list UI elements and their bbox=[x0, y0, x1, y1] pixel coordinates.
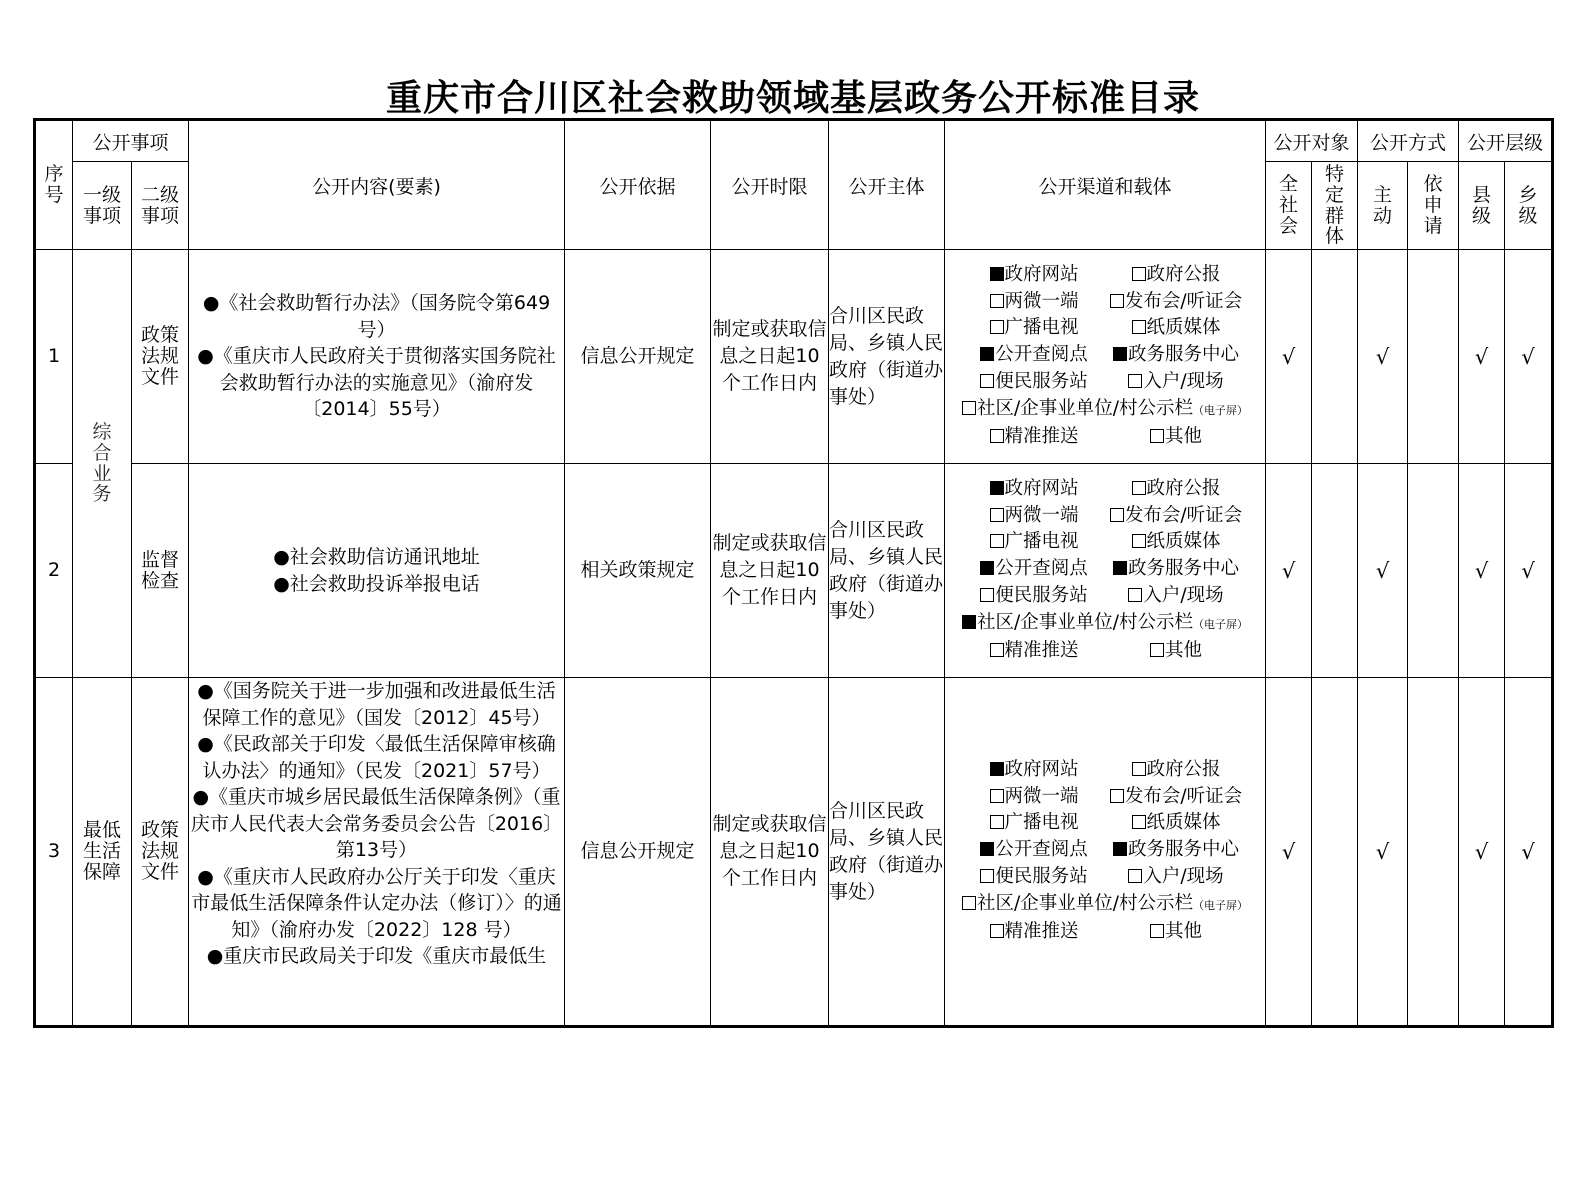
row-basis: 相关政策规定 bbox=[565, 464, 711, 678]
unchecked-box-icon bbox=[1132, 320, 1146, 334]
check-target-specific bbox=[1312, 250, 1358, 464]
channel-option bbox=[963, 864, 1105, 891]
row-time-limit: 制定或获取信息之日起10个工作日内 bbox=[711, 250, 829, 464]
content-item: ●《社会救助暂行办法》（国务院令第649号） bbox=[202, 292, 551, 341]
row-level1 bbox=[73, 678, 132, 1027]
channel-label: 入户/现场 bbox=[1143, 370, 1224, 392]
row-level2-label: 政策法规文件 bbox=[140, 324, 179, 388]
channel-label: 政务服务中心 bbox=[1128, 839, 1240, 861]
channel-label: 两微一端 bbox=[1004, 785, 1079, 807]
content-item: ●社会救助投诉举报电话 bbox=[273, 572, 480, 595]
check-method-active: √ bbox=[1358, 250, 1408, 464]
channel-label: 政府公报 bbox=[1146, 758, 1221, 780]
row-subject: 合川区民政局、乡镇人民政府（街道办事处） bbox=[829, 464, 945, 678]
row-seq: 3 bbox=[35, 678, 73, 1027]
header-content: 公开内容(要素) bbox=[189, 120, 565, 250]
row-seq: 2 bbox=[35, 464, 73, 678]
header-target-all bbox=[1266, 162, 1312, 250]
unchecked-box-icon bbox=[1110, 508, 1124, 522]
channel-option bbox=[963, 837, 1105, 864]
header-level-county bbox=[1459, 162, 1505, 250]
channel-option bbox=[963, 315, 1105, 342]
channel-option bbox=[963, 342, 1105, 369]
row-content bbox=[189, 678, 565, 1027]
unchecked-box-icon bbox=[990, 924, 1004, 938]
unchecked-box-icon bbox=[980, 374, 994, 388]
channel-option bbox=[963, 262, 1105, 289]
channel-option bbox=[963, 369, 1105, 396]
unchecked-box-icon bbox=[1132, 815, 1146, 829]
checked-box-icon bbox=[1113, 842, 1127, 856]
unchecked-box-icon bbox=[1132, 534, 1146, 548]
row-channels bbox=[945, 678, 1266, 1027]
header-items-group: 公开事项 bbox=[73, 120, 189, 162]
unchecked-box-icon bbox=[962, 401, 976, 415]
channel-note: （电子屏） bbox=[1193, 617, 1248, 631]
content-item: ●重庆市民政局关于印发《重庆市最低生 bbox=[206, 945, 547, 967]
channel-label: 社区/企事业单位/村公示栏 bbox=[977, 611, 1193, 633]
channel-label: 其他 bbox=[1165, 921, 1203, 943]
header-basis: 公开依据 bbox=[565, 120, 711, 250]
channel-label: 政府网站 bbox=[1004, 758, 1079, 780]
unchecked-box-icon bbox=[1128, 869, 1142, 883]
row-level2 bbox=[132, 464, 189, 678]
channel-option bbox=[963, 784, 1105, 811]
channel-option bbox=[1105, 638, 1247, 665]
header-level-town bbox=[1505, 162, 1553, 250]
row-channels bbox=[945, 464, 1266, 678]
page-title: 重庆市合川区社会救助领域基层政务公开标准目录 bbox=[385, 78, 1200, 119]
unchecked-box-icon bbox=[1132, 481, 1146, 495]
row-content bbox=[189, 464, 565, 678]
unchecked-box-icon bbox=[1150, 924, 1164, 938]
check-method-active: √ bbox=[1358, 678, 1408, 1027]
channel-label: 其他 bbox=[1165, 426, 1203, 448]
check-target-specific bbox=[1312, 678, 1358, 1027]
header-level-county-label: 县级 bbox=[1472, 183, 1492, 227]
channel-option bbox=[1105, 837, 1247, 864]
header-level2 bbox=[132, 162, 189, 250]
unchecked-box-icon bbox=[1132, 267, 1146, 281]
check-level-county: √ bbox=[1459, 678, 1505, 1027]
channel-option bbox=[1105, 262, 1247, 289]
unchecked-box-icon bbox=[1150, 643, 1164, 657]
channel-option bbox=[963, 638, 1105, 665]
unchecked-box-icon bbox=[990, 508, 1004, 522]
table-row bbox=[35, 678, 1553, 1027]
row-level2-label: 监督检查 bbox=[140, 548, 179, 592]
unchecked-box-icon bbox=[1110, 294, 1124, 308]
catalog-table bbox=[33, 118, 1554, 1028]
check-target-all: √ bbox=[1266, 678, 1312, 1027]
channel-option bbox=[1105, 342, 1247, 369]
channel-option bbox=[1105, 556, 1247, 583]
check-method-request bbox=[1408, 464, 1459, 678]
channel-label: 其他 bbox=[1165, 640, 1203, 662]
row-level2 bbox=[132, 250, 189, 464]
channel-label: 纸质媒体 bbox=[1146, 812, 1221, 834]
channel-option bbox=[1105, 810, 1247, 837]
check-target-all: √ bbox=[1266, 250, 1312, 464]
channel-option bbox=[963, 289, 1105, 316]
row-subject: 合川区民政局、乡镇人民政府（街道办事处） bbox=[829, 678, 945, 1027]
header-time-limit: 公开时限 bbox=[711, 120, 829, 250]
unchecked-box-icon bbox=[962, 896, 976, 910]
channel-label: 精准推送 bbox=[1004, 921, 1079, 943]
channel-label: 精准推送 bbox=[1004, 426, 1079, 448]
channel-label: 广播电视 bbox=[1004, 317, 1079, 339]
channel-label: 政府公报 bbox=[1146, 477, 1221, 499]
channel-note: （电子屏） bbox=[1193, 403, 1248, 417]
checked-box-icon bbox=[1113, 347, 1127, 361]
checked-box-icon bbox=[1113, 561, 1127, 575]
channel-label: 入户/现场 bbox=[1143, 584, 1224, 606]
row-level1 bbox=[73, 250, 132, 678]
check-target-all: √ bbox=[1266, 464, 1312, 678]
channel-label: 发布会/听证会 bbox=[1124, 290, 1243, 312]
channel-option bbox=[1105, 529, 1247, 556]
unchecked-box-icon bbox=[990, 815, 1004, 829]
content-item: ●《民政部关于印发〈最低生活保障审核确认办法〉的通知》（民发〔2021〕57号） bbox=[197, 733, 556, 782]
channel-label: 两微一端 bbox=[1004, 290, 1079, 312]
row-content bbox=[189, 250, 565, 464]
row-level2 bbox=[132, 678, 189, 1027]
header-target-group: 公开对象 bbox=[1266, 120, 1358, 162]
channel-option bbox=[1105, 919, 1247, 946]
unchecked-box-icon bbox=[990, 534, 1004, 548]
channel-option bbox=[1105, 424, 1247, 451]
channel-option bbox=[963, 476, 1105, 503]
unchecked-box-icon bbox=[1128, 374, 1142, 388]
header-method-active bbox=[1358, 162, 1408, 250]
header-method-active-label: 主动 bbox=[1373, 183, 1393, 227]
check-method-request bbox=[1408, 678, 1459, 1027]
row-time-limit: 制定或获取信息之日起10个工作日内 bbox=[711, 464, 829, 678]
channel-label: 便民服务站 bbox=[995, 865, 1088, 887]
header-level1-label: 一级事项 bbox=[82, 183, 121, 227]
channel-label: 社区/企事业单位/村公示栏 bbox=[977, 892, 1193, 914]
check-target-specific bbox=[1312, 464, 1358, 678]
header-method-request bbox=[1408, 162, 1459, 250]
header-target-specific-label: 特定群体 bbox=[1325, 162, 1345, 248]
header-level1 bbox=[73, 162, 132, 250]
channel-label: 纸质媒体 bbox=[1146, 317, 1221, 339]
channel-label: 纸质媒体 bbox=[1146, 531, 1221, 553]
unchecked-box-icon bbox=[990, 643, 1004, 657]
channel-label: 政务服务中心 bbox=[1128, 558, 1240, 580]
channel-option bbox=[1105, 476, 1247, 503]
channel-label: 入户/现场 bbox=[1143, 865, 1224, 887]
header-subject: 公开主体 bbox=[829, 120, 945, 250]
table-row bbox=[35, 250, 1553, 464]
header-level-town-label: 乡级 bbox=[1518, 183, 1538, 227]
content-item: ●《国务院关于进一步加强和改进最低生活保障工作的意见》（国发〔2012〕45号） bbox=[197, 680, 556, 729]
channel-option bbox=[963, 583, 1105, 610]
channel-option bbox=[963, 757, 1105, 784]
channel-option bbox=[1105, 864, 1247, 891]
unchecked-box-icon bbox=[1110, 789, 1124, 803]
channel-option bbox=[963, 529, 1105, 556]
channel-label: 广播电视 bbox=[1004, 812, 1079, 834]
content-item: ●《重庆市城乡居民最低生活保障条例》（重庆市人民代表大会常务委员会公告〔2016〕第13号） bbox=[190, 786, 563, 861]
checked-box-icon bbox=[962, 615, 976, 629]
row-level1-label: 最低生活保障 bbox=[82, 819, 121, 883]
header-target-specific bbox=[1312, 162, 1358, 250]
check-level-town: √ bbox=[1505, 678, 1553, 1027]
channel-option bbox=[1105, 784, 1247, 811]
checked-box-icon bbox=[990, 267, 1004, 281]
row-subject: 合川区民政局、乡镇人民政府（街道办事处） bbox=[829, 250, 945, 464]
channel-label: 广播电视 bbox=[1004, 531, 1079, 553]
header-channels: 公开渠道和载体 bbox=[945, 120, 1266, 250]
channel-label: 公开查阅点 bbox=[995, 344, 1088, 366]
channel-option bbox=[1105, 289, 1247, 316]
header-seq bbox=[35, 120, 73, 250]
unchecked-box-icon bbox=[990, 429, 1004, 443]
channel-label: 两微一端 bbox=[1004, 504, 1079, 526]
header-level2-label: 二级事项 bbox=[140, 183, 179, 227]
checked-box-icon bbox=[980, 561, 994, 575]
unchecked-box-icon bbox=[1150, 429, 1164, 443]
content-item: ●《重庆市人民政府办公厅关于印发〈重庆市最低生活保障条件认定办法（修订）〉的通知》（渝府办发〔2022〕128 号） bbox=[191, 865, 562, 941]
channel-label: 便民服务站 bbox=[995, 370, 1088, 392]
check-method-request bbox=[1408, 250, 1459, 464]
row-time-limit: 制定或获取信息之日起10个工作日内 bbox=[711, 678, 829, 1027]
check-level-town: √ bbox=[1505, 464, 1553, 678]
checked-box-icon bbox=[980, 347, 994, 361]
channel-label: 社区/企事业单位/村公示栏 bbox=[977, 397, 1193, 419]
channel-label: 便民服务站 bbox=[995, 584, 1088, 606]
channel-option bbox=[945, 396, 1265, 425]
channel-label: 政府网站 bbox=[1004, 263, 1079, 285]
channel-option bbox=[1105, 315, 1247, 342]
unchecked-box-icon bbox=[1128, 588, 1142, 602]
channel-option bbox=[963, 556, 1105, 583]
channel-label: 发布会/听证会 bbox=[1124, 785, 1243, 807]
channel-label: 精准推送 bbox=[1004, 640, 1079, 662]
channel-option bbox=[1105, 757, 1247, 784]
check-level-county: √ bbox=[1459, 464, 1505, 678]
header-method-group: 公开方式 bbox=[1358, 120, 1459, 162]
checked-box-icon bbox=[990, 481, 1004, 495]
header-target-all-label: 全社会 bbox=[1279, 173, 1299, 237]
channel-option bbox=[963, 424, 1105, 451]
unchecked-box-icon bbox=[990, 789, 1004, 803]
channel-label: 政府网站 bbox=[1004, 477, 1079, 499]
row-seq: 1 bbox=[35, 250, 73, 464]
content-item: ●社会救助信访通讯地址 bbox=[273, 546, 480, 568]
header-level-group: 公开层级 bbox=[1459, 120, 1553, 162]
unchecked-box-icon bbox=[1132, 762, 1146, 776]
row-basis: 信息公开规定 bbox=[565, 250, 711, 464]
channel-option bbox=[1105, 503, 1247, 530]
channel-label: 公开查阅点 bbox=[995, 839, 1088, 861]
header-seq-label: 序号 bbox=[44, 163, 64, 206]
channel-option bbox=[945, 891, 1265, 920]
unchecked-box-icon bbox=[980, 869, 994, 883]
table-row bbox=[35, 464, 1553, 678]
channel-note: （电子屏） bbox=[1193, 898, 1248, 912]
row-level1-label: 综合业务 bbox=[92, 420, 112, 506]
row-basis: 信息公开规定 bbox=[565, 678, 711, 1027]
channel-option bbox=[963, 503, 1105, 530]
header-method-request-label: 依申请 bbox=[1423, 173, 1443, 237]
content-item: ●《重庆市人民政府关于贯彻落实国务院社会救助暂行办法的实施意见》（渝府发〔2014〕55号） bbox=[197, 345, 556, 421]
checked-box-icon bbox=[980, 842, 994, 856]
channel-option bbox=[1105, 369, 1247, 396]
channel-option bbox=[963, 919, 1105, 946]
channel-option bbox=[945, 610, 1265, 639]
check-level-county: √ bbox=[1459, 250, 1505, 464]
channel-label: 政务服务中心 bbox=[1128, 344, 1240, 366]
check-level-town: √ bbox=[1505, 250, 1553, 464]
channel-label: 公开查阅点 bbox=[995, 558, 1088, 580]
unchecked-box-icon bbox=[990, 294, 1004, 308]
unchecked-box-icon bbox=[990, 320, 1004, 334]
channel-option bbox=[963, 810, 1105, 837]
unchecked-box-icon bbox=[980, 588, 994, 602]
check-method-active: √ bbox=[1358, 464, 1408, 678]
row-level2-label: 政策法规文件 bbox=[140, 819, 179, 883]
channel-option bbox=[1105, 583, 1247, 610]
checked-box-icon bbox=[990, 762, 1004, 776]
channel-label: 发布会/听证会 bbox=[1124, 504, 1243, 526]
channel-label: 政府公报 bbox=[1146, 263, 1221, 285]
row-channels bbox=[945, 250, 1266, 464]
